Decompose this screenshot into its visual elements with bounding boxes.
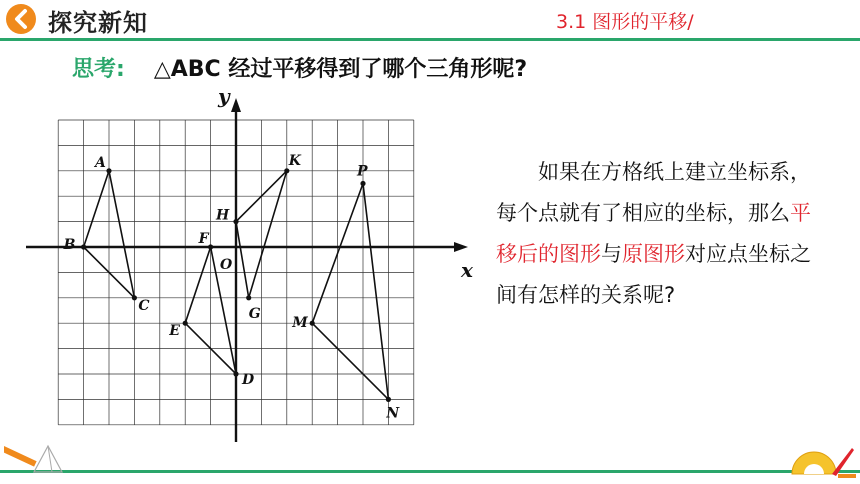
x-axis-arrow: [454, 242, 468, 252]
point-label-m: M: [292, 315, 308, 332]
pyramid-icon: [4, 442, 74, 476]
point-label-e: E: [169, 323, 180, 340]
origin-label: O: [220, 257, 233, 273]
point-label-p: P: [357, 163, 368, 180]
coordinate-grid-figure: [0, 84, 490, 444]
point-label-c: C: [138, 297, 150, 314]
explanation-paragraph: [496, 152, 816, 316]
question-prefix: 思考:: [72, 57, 125, 82]
explanation-highlight-original: 原图形: [622, 242, 685, 266]
header-divider: [0, 38, 860, 41]
question-text: △ABC 经过平移得到了哪个三角形呢?: [153, 57, 528, 82]
explanation-part2: 与: [601, 242, 622, 266]
section-title: 探究新知: [48, 9, 148, 37]
question-row: [72, 52, 527, 83]
axes: [26, 98, 468, 442]
point-label-b: B: [63, 237, 76, 253]
point-k: [284, 168, 289, 173]
point-label-h: H: [216, 207, 230, 224]
chevron-left-icon: [6, 4, 36, 34]
point-e: [183, 321, 188, 326]
point-label-k: K: [288, 152, 301, 169]
point-labels: [63, 84, 474, 421]
point-a: [106, 168, 111, 173]
point-p: [360, 181, 365, 186]
explanation-part1: 如果在方格纸上建立坐标系，每个点就有了相应的坐标，那么: [496, 160, 811, 225]
header-bar: [0, 0, 860, 40]
footer-divider: [0, 470, 860, 473]
point-m: [310, 321, 315, 326]
point-label-f: F: [198, 231, 209, 247]
point-g: [246, 295, 251, 300]
protractor-icon: [786, 440, 858, 480]
y-axis-label: y: [218, 84, 230, 108]
point-label-n: N: [386, 405, 400, 422]
point-b: [81, 244, 86, 249]
point-c: [132, 295, 137, 300]
explanation-part3: 对应点坐标之间有怎样的关系呢?: [496, 242, 811, 307]
point-f: [208, 244, 213, 249]
point-n: [386, 397, 391, 402]
x-axis-label: x: [461, 258, 473, 282]
point-label-g: G: [248, 305, 261, 322]
y-axis-arrow: [231, 98, 241, 112]
point-label-a: A: [95, 154, 106, 171]
triangle-pmn: [312, 184, 388, 400]
point-label-d: D: [242, 372, 255, 388]
point-d: [233, 371, 238, 376]
point-h: [233, 219, 238, 224]
explanation-highlight-translated: 平移后的图形: [496, 201, 811, 266]
lesson-title: 3.1 图形的平移/: [556, 11, 694, 33]
